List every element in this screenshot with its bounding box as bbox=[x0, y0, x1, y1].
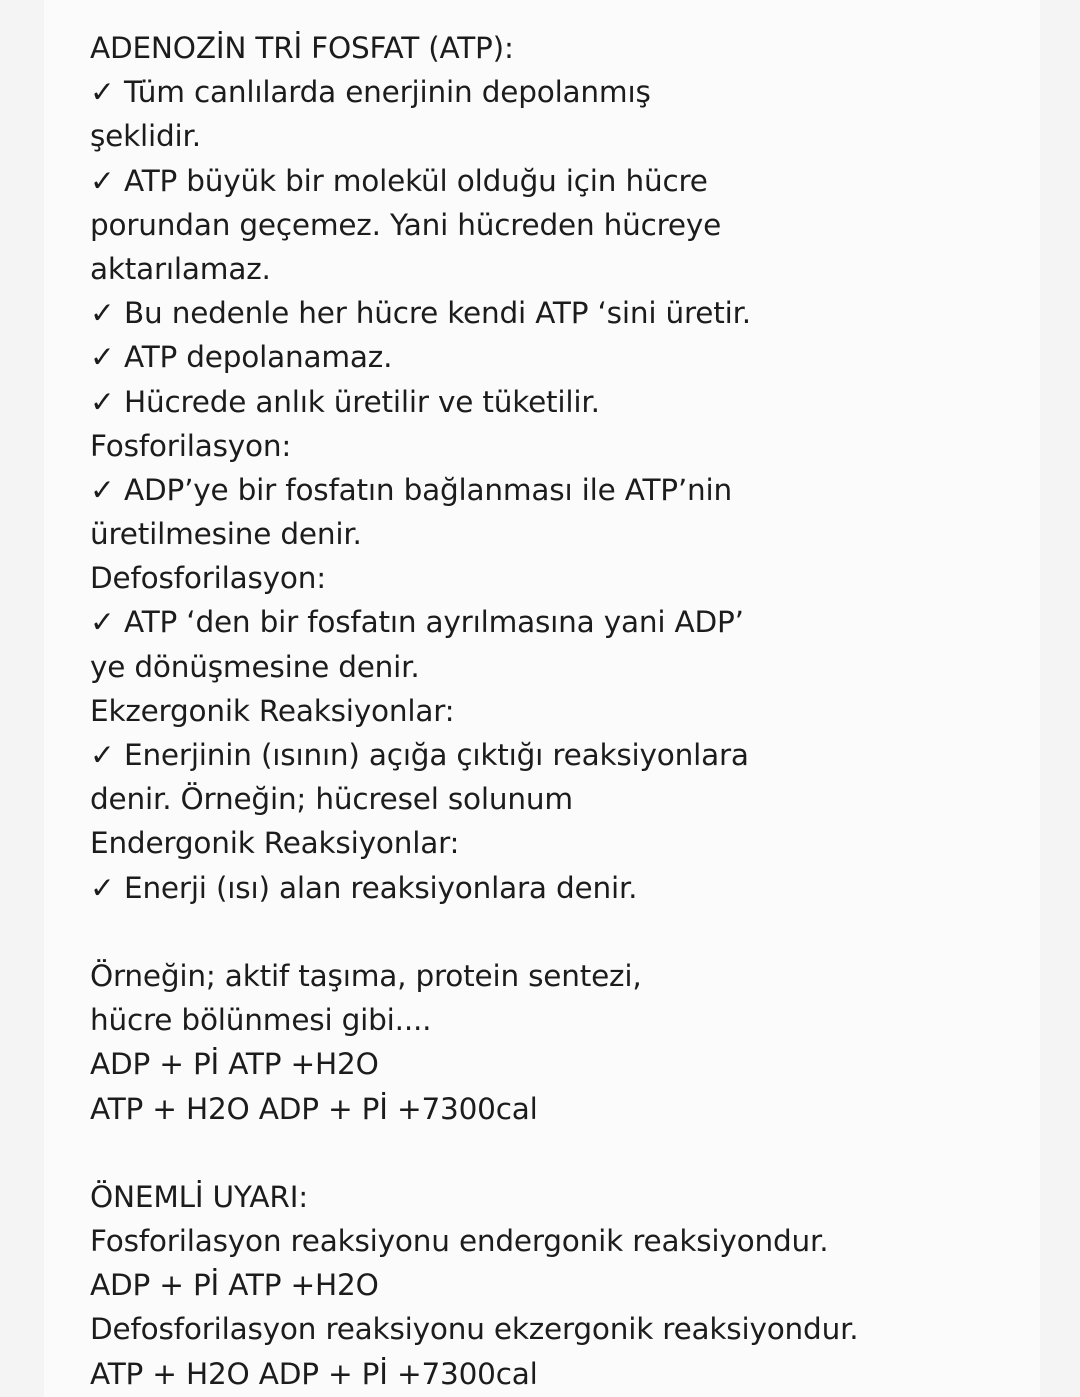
line-text: Enerjinin (ısının) açığa çıktığı reaksiyonlara bbox=[124, 738, 749, 772]
text-line bbox=[90, 600, 1050, 644]
document-body bbox=[90, 26, 1050, 1396]
text-line bbox=[90, 556, 1050, 600]
line-text: Hücrede anlık üretilir ve tüketilir. bbox=[124, 384, 600, 419]
line-text: porundan geçemez. Yani hücreden hücreye bbox=[90, 207, 722, 242]
checkmark-icon: ✓ bbox=[90, 75, 115, 110]
text-line bbox=[90, 203, 1050, 247]
line-text: Fosforilasyon reaksiyonu endergonik reaksiyondur. bbox=[90, 1224, 829, 1259]
line-text: Endergonik Reaksiyonlar: bbox=[90, 826, 460, 861]
text-line bbox=[90, 1352, 1050, 1396]
text-line bbox=[90, 468, 1050, 512]
checkmark-icon: ✓ bbox=[90, 472, 115, 507]
checkmark-icon: ✓ bbox=[90, 605, 115, 640]
text-line bbox=[90, 335, 1050, 379]
line-text: ATP depolanamaz. bbox=[124, 340, 393, 375]
blank-line bbox=[90, 910, 1050, 954]
checkmark-icon: ✓ bbox=[90, 870, 115, 905]
line-text: Defosforilasyon: bbox=[90, 561, 327, 596]
line-text: ATP + H2O ADP + Pİ +7300cal bbox=[90, 1356, 538, 1391]
text-line bbox=[90, 424, 1050, 468]
checkmark-icon: ✓ bbox=[90, 738, 115, 772]
text-line bbox=[90, 114, 1050, 158]
line-text: ADENOZİN TRİ FOSFAT (ATP): bbox=[90, 31, 514, 65]
line-text: denir. Örneğin; hücresel solunum bbox=[90, 782, 573, 817]
line-text: Tüm canlılarda enerjinin depolanmış bbox=[124, 75, 651, 110]
text-line bbox=[90, 1307, 1050, 1351]
text-line bbox=[90, 821, 1050, 865]
checkmark-icon: ✓ bbox=[90, 340, 115, 375]
text-line bbox=[90, 733, 1050, 777]
line-text: ATP + H2O ADP + Pİ +7300cal bbox=[90, 1091, 538, 1126]
blank-line bbox=[90, 1131, 1050, 1175]
line-text: üretilmesine denir. bbox=[90, 517, 362, 552]
line-text: şeklidir. bbox=[90, 119, 201, 154]
text-line bbox=[90, 777, 1050, 821]
checkmark-icon: ✓ bbox=[90, 163, 115, 198]
line-text: Enerji (ısı) alan reaksiyonlara denir. bbox=[124, 870, 638, 905]
line-text: ye dönüşmesine denir. bbox=[90, 649, 420, 684]
line-text: ADP + Pİ ATP +H2O bbox=[90, 1268, 379, 1303]
text-line bbox=[90, 1042, 1050, 1086]
text-line bbox=[90, 1219, 1050, 1263]
text-line bbox=[90, 291, 1050, 335]
text-line bbox=[90, 159, 1050, 203]
text-line bbox=[90, 26, 1050, 70]
line-text: Örneğin; aktif taşıma, protein sentezi, bbox=[90, 958, 642, 993]
text-line bbox=[90, 866, 1050, 910]
text-line bbox=[90, 954, 1050, 998]
line-text: Bu nedenle her hücre kendi ATP ‘sini üretir. bbox=[124, 296, 751, 331]
text-line bbox=[90, 1263, 1050, 1307]
text-line bbox=[90, 1175, 1050, 1219]
checkmark-icon: ✓ bbox=[90, 296, 115, 331]
line-text: ATP büyük bir molekül olduğu için hücre bbox=[124, 163, 708, 198]
text-line bbox=[90, 512, 1050, 556]
text-line bbox=[90, 689, 1050, 733]
text-line bbox=[90, 70, 1050, 114]
line-text: aktarılamaz. bbox=[90, 251, 271, 286]
line-text: Fosforilasyon: bbox=[90, 428, 292, 463]
line-text: ATP ‘den bir fosfatın ayrılmasına yani ADP’ bbox=[124, 605, 744, 640]
checkmark-icon: ✓ bbox=[90, 384, 115, 419]
line-text: ÖNEMLİ UYARI: bbox=[90, 1179, 308, 1214]
line-text: Defosforilasyon reaksiyonu ekzergonik reaksiyondur. bbox=[90, 1312, 859, 1347]
line-text: hücre bölünmesi gibi.... bbox=[90, 1003, 432, 1038]
line-text: ADP + Pİ ATP +H2O bbox=[90, 1047, 379, 1082]
text-line bbox=[90, 998, 1050, 1042]
line-text: Ekzergonik Reaksiyonlar: bbox=[90, 693, 455, 728]
line-text: ADP’ye bir fosfatın bağlanması ile ATP’nin bbox=[124, 472, 733, 507]
text-line bbox=[90, 380, 1050, 424]
text-line bbox=[90, 247, 1050, 291]
text-line bbox=[90, 645, 1050, 689]
text-line bbox=[90, 1087, 1050, 1131]
